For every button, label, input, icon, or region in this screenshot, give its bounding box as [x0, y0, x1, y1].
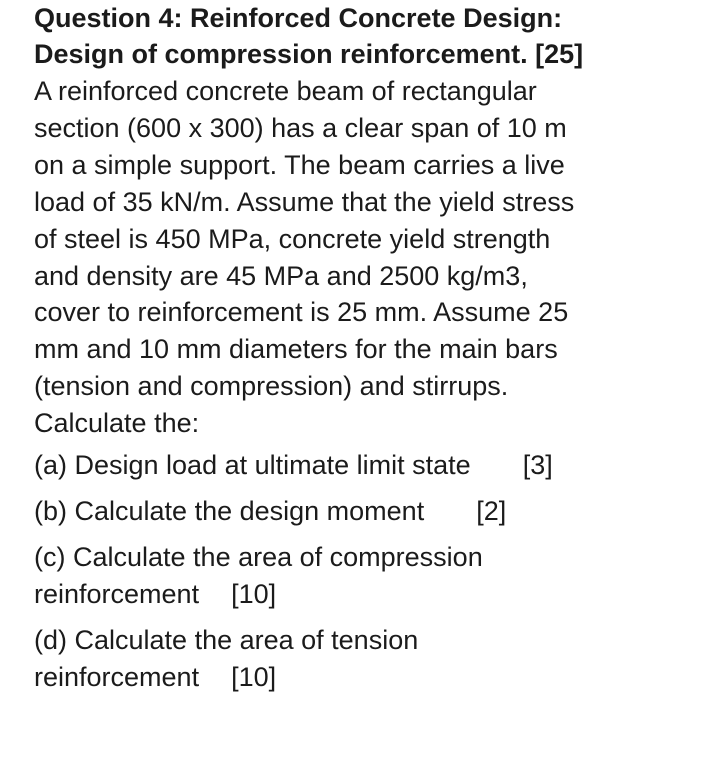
- question-title: [34, 0, 704, 72]
- body-line: Calculate the:: [34, 408, 200, 439]
- sub-question-row: [34, 576, 704, 613]
- body-line: of steel is 450 MPa, concrete yield strength: [34, 223, 551, 254]
- body-line: and density are 45 MPa and 2500 kg/m3,: [34, 260, 528, 291]
- sub-question-a: [34, 447, 704, 484]
- sub-question-row: [34, 493, 704, 530]
- question-body: [34, 73, 704, 442]
- marks-badge: [10]: [231, 579, 277, 610]
- sub-question-text: (a) Design load at ultimate limit state: [34, 450, 471, 481]
- sub-questions: [34, 447, 704, 696]
- marks-badge: [3]: [522, 450, 553, 481]
- sub-question-c: [34, 539, 704, 613]
- sub-question-text: (c) Calculate the area of compression: [34, 542, 483, 573]
- sub-question-text: (d) Calculate the area of tension: [34, 625, 419, 656]
- sub-question-d: [34, 622, 704, 696]
- body-line: (tension and compression) and stirrups.: [34, 371, 509, 402]
- body-line: mm and 10 mm diameters for the main bars: [34, 334, 558, 365]
- body-line: on a simple support. The beam carries a live: [34, 149, 565, 180]
- body-line: load of 35 kN/m. Assume that the yield stress: [34, 186, 575, 217]
- marks-badge: [10]: [231, 662, 277, 693]
- title-line-2: Design of compression reinforcement. [25]: [34, 39, 584, 69]
- body-line: cover to reinforcement is 25 mm. Assume 25: [34, 297, 569, 328]
- sub-question-row: [34, 447, 704, 484]
- body-line: section (600 x 300) has a clear span of 10 m: [34, 112, 567, 143]
- question-document: [34, 0, 704, 705]
- sub-question-text-cont: reinforcement: [34, 662, 200, 693]
- sub-question-text-cont: reinforcement: [34, 579, 200, 610]
- marks-badge: [2]: [476, 496, 507, 527]
- sub-question-b: [34, 493, 704, 530]
- sub-question-row: [34, 659, 704, 696]
- title-line-1: Question 4: Reinforced Concrete Design:: [34, 3, 563, 33]
- sub-question-text: (b) Calculate the design moment: [34, 496, 425, 527]
- body-line: A reinforced concrete beam of rectangular: [34, 76, 537, 106]
